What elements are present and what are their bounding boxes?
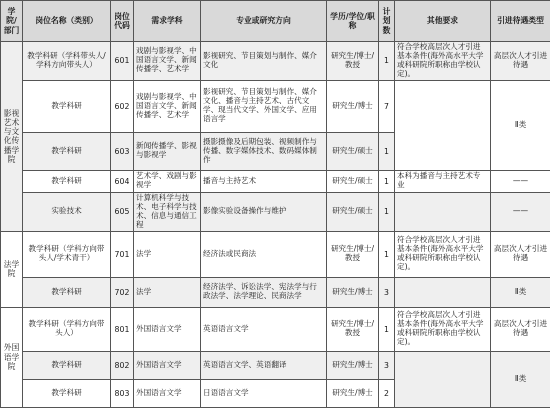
- table-row: [1, 170, 550, 192]
- direction-cell: 影视研究、节目策划与制作、媒介文化: [201, 42, 327, 81]
- subject-cell: 戏剧与影视学、中国语言文学、新闻传播学、艺术学: [134, 42, 201, 81]
- category-cell: ——: [491, 170, 550, 192]
- table-row: [1, 80, 550, 132]
- college-law: 法学院: [1, 231, 23, 307]
- subject-cell: 外国语言文学: [134, 379, 201, 407]
- header-college: 学院/部门: [1, 1, 23, 42]
- header-direction: 专业或研究方向: [201, 1, 327, 42]
- subject-cell: 法学: [134, 231, 201, 277]
- header-subject: 需求学科: [134, 1, 201, 42]
- requirement-cell: [395, 192, 491, 231]
- category-cell: 高层次人才引进待遇: [491, 307, 550, 351]
- direction-cell: 日语语言文学: [201, 379, 327, 407]
- position-cell: 实验技术: [23, 192, 111, 231]
- direction-cell: 英语语言文学、英语翻译: [201, 351, 327, 379]
- code-cell: 605: [111, 192, 134, 231]
- direction-cell: 影像实验设备操作与维护: [201, 192, 327, 231]
- code-cell: 602: [111, 80, 134, 132]
- count-cell: 1: [379, 42, 395, 81]
- subject-cell: 外国语言文学: [134, 351, 201, 379]
- category-cell: Ⅱ类: [491, 351, 550, 407]
- header-count: 计划数: [379, 1, 395, 42]
- category-cell: 高层次人才引进待遇: [491, 42, 550, 81]
- table-row: [1, 192, 550, 231]
- header-position: 岗位名称（类别）: [23, 1, 111, 42]
- position-cell: 教学科研（学科带头人/学科方向带头人）: [23, 42, 111, 81]
- position-cell: 教学科研: [23, 80, 111, 132]
- subject-cell: 艺术学、戏剧与影视学: [134, 170, 201, 192]
- position-cell: 教学科研（学科方向带头人）: [23, 307, 111, 351]
- degree-cell: 研究生/博士/教授: [327, 42, 379, 81]
- subject-cell: 戏剧与影视学、中国语言文学、新闻传播学、艺术学: [134, 80, 201, 132]
- table-row: [1, 351, 550, 379]
- position-cell: 教学科研: [23, 351, 111, 379]
- count-cell: 1: [379, 192, 395, 231]
- direction-cell: 经济法或民商法: [201, 231, 327, 277]
- code-cell: 604: [111, 170, 134, 192]
- college-film: 影视艺术与文化传播学院: [1, 42, 23, 232]
- degree-cell: 研究生/博士: [327, 351, 379, 379]
- count-cell: 7: [379, 80, 395, 132]
- college-foreign: 外国语学院: [1, 307, 23, 407]
- category-cell: Ⅱ类: [491, 277, 550, 307]
- subject-cell: 计算机科学与技术、电子科学与技术、信息与通信工程: [134, 192, 201, 231]
- degree-cell: 研究生/硕士: [327, 192, 379, 231]
- count-cell: 2: [379, 379, 395, 407]
- code-cell: 601: [111, 42, 134, 81]
- header-category: 引进待遇类型: [491, 1, 550, 42]
- count-cell: 3: [379, 277, 395, 307]
- header-requirement: 其他要求: [395, 1, 491, 42]
- code-cell: 701: [111, 231, 134, 277]
- table-row: [1, 307, 550, 351]
- count-cell: 1: [379, 307, 395, 351]
- table-header-row: [1, 1, 550, 42]
- table-row: [1, 231, 550, 277]
- degree-cell: 研究生/博士/教授: [327, 307, 379, 351]
- direction-cell: 播音与主持艺术: [201, 170, 327, 192]
- degree-cell: 研究生/硕士: [327, 132, 379, 170]
- subject-cell: 新闻传播学、影视与影视学: [134, 132, 201, 170]
- count-cell: 1: [379, 132, 395, 170]
- header-degree: 学历/学位/职称: [327, 1, 379, 42]
- category-cell: 高层次人才引进待遇: [491, 231, 550, 277]
- requirement-cell: 本科为播音与主持艺术专业: [395, 170, 491, 192]
- count-cell: 1: [379, 231, 395, 277]
- degree-cell: 研究生/博士/教授: [327, 231, 379, 277]
- requirement-cell: 符合学校高层次人才引进基本条件(海外高水平大学或科研院所职称由学校认定)。: [395, 307, 491, 351]
- position-cell: 教学科研: [23, 170, 111, 192]
- code-cell: 802: [111, 351, 134, 379]
- requirement-cell: [395, 277, 491, 307]
- direction-cell: 经济法学、诉讼法学、宪法学与行政法学、法学理论、民商法学: [201, 277, 327, 307]
- table-row: [1, 42, 550, 81]
- direction-cell: 摄影摄像及后期包装、视频制作与传播、数字媒体技术、数码媒体制作: [201, 132, 327, 170]
- count-cell: 3: [379, 351, 395, 379]
- degree-cell: 研究生/博士: [327, 379, 379, 407]
- count-cell: 1: [379, 170, 395, 192]
- code-cell: 803: [111, 379, 134, 407]
- code-cell: 702: [111, 277, 134, 307]
- code-cell: 603: [111, 132, 134, 170]
- subject-cell: 法学: [134, 277, 201, 307]
- requirement-cell: 符合学校高层次人才引进基本条件(海外高水平大学或科研院所职称由学校认定)。: [395, 231, 491, 277]
- requirement-cell-empty: [395, 351, 491, 407]
- subject-cell: 外国语言文学: [134, 307, 201, 351]
- category-cell: Ⅱ类: [491, 80, 550, 170]
- degree-cell: 研究生/博士: [327, 80, 379, 132]
- code-cell: 801: [111, 307, 134, 351]
- position-cell: 教学科研（学科方向带头人/学术青干）: [23, 231, 111, 277]
- table-row: [1, 277, 550, 307]
- requirement-cell: 符合学校高层次人才引进基本条件(海外高水平大学或科研院所职称由学校认定)。: [395, 42, 491, 81]
- position-cell: 教学科研: [23, 379, 111, 407]
- degree-cell: 研究生/硕士: [327, 170, 379, 192]
- direction-cell: 英语语言文学: [201, 307, 327, 351]
- position-cell: 教学科研: [23, 132, 111, 170]
- requirement-cell-empty: [395, 80, 491, 170]
- degree-cell: 研究生/博士: [327, 277, 379, 307]
- header-code: 岗位代码: [111, 1, 134, 42]
- position-cell: 教学科研: [23, 277, 111, 307]
- direction-cell: 影视研究、节目策划与制作、媒介文化、播音与主持艺术、古代文学、现当代文学、外国文学、应用语言学: [201, 80, 327, 132]
- category-cell: ——: [491, 192, 550, 231]
